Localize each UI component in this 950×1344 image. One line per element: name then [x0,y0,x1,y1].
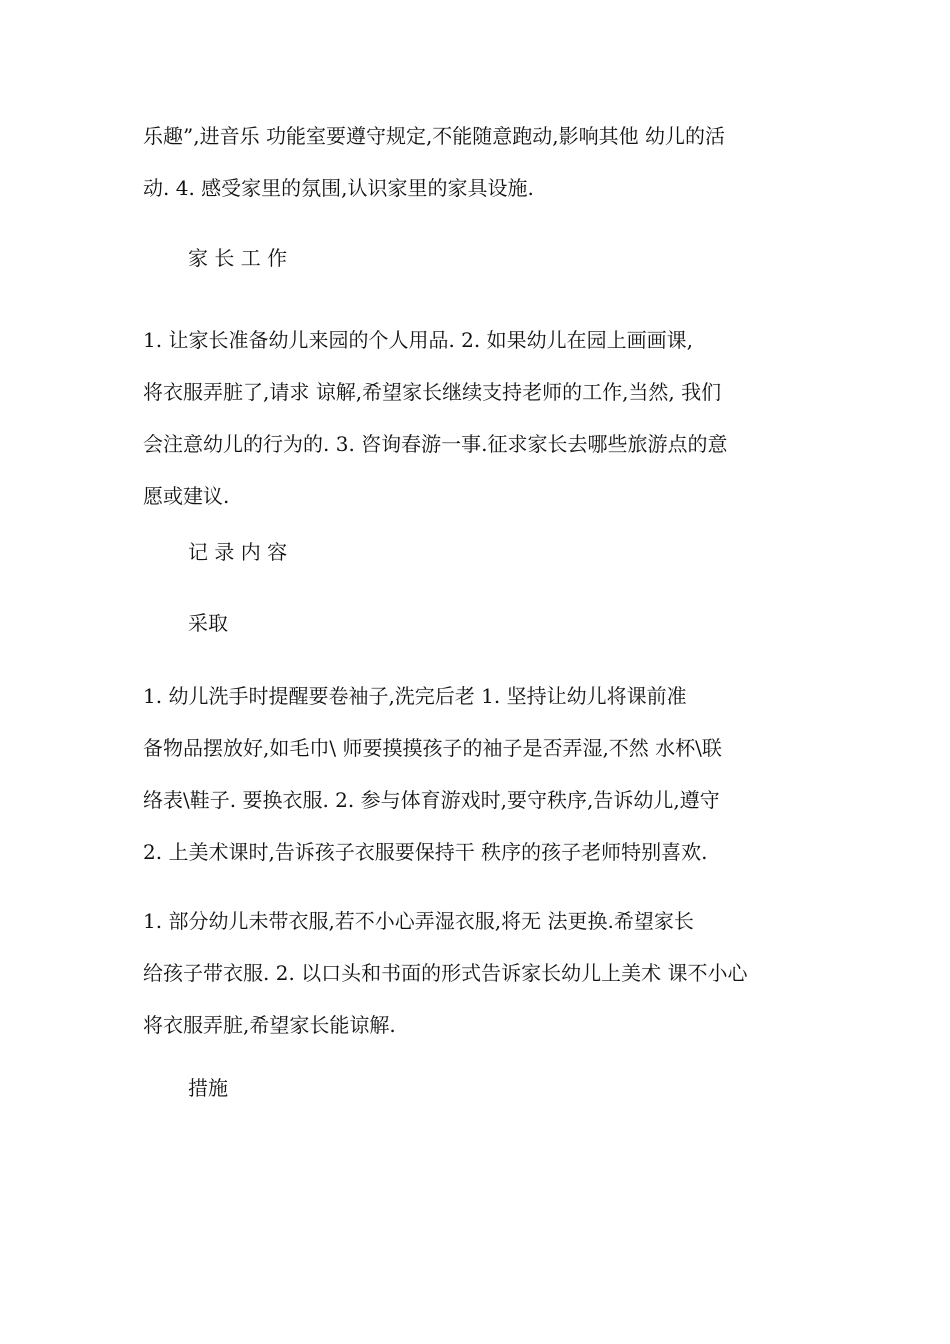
paragraph-clothes [143,895,815,1051]
paragraph-intro [143,110,815,214]
heading-record-content: 记 录 内 容 [188,540,288,564]
text-line: 2. 上美术课时,告诉孩子衣服要保持干 秩序的孩子老师特别喜欢. [143,840,708,864]
text-line: 将衣服弄脏了,请求 谅解,希望家长继续支持老师的工作,当然, 我们 [143,380,722,404]
heading-adopt: 采取 [188,611,228,635]
text-line: 乐趣”,进音乐 功能室要遵守规定,不能随意跑动,影响其他 幼儿的活 [143,124,726,148]
paragraph-parent-work [143,314,815,522]
text-line: 将衣服弄脏,希望家长能谅解. [143,1013,396,1037]
text-line: 1. 让家长准备幼儿来园的个人用品. 2. 如果幼儿在园上画画课, [143,328,693,352]
text-line: 1. 部分幼儿未带衣服,若不小心弄湿衣服,将无 法更换.希望家长 [143,909,694,933]
text-line: 动. 4. 感受家里的氛围,认识家里的家具设施. [143,176,534,200]
text-line: 1. 幼儿洗手时提醒要卷袖子,洗完后老 1. 坚持让幼儿将课前准 [143,684,687,708]
text-line: 给孩子带衣服. 2. 以口头和书面的形式告诉家长幼儿上美术 课不小心 [143,961,748,985]
text-line: 备物品摆放好,如毛巾\ 师要摸摸孩子的袖子是否弄湿,不然 水杯\联 [143,736,722,760]
text-line: 络表\鞋子. 要换衣服. 2. 参与体育游戏时,要守秩序,告诉幼儿,遵守 [143,788,720,812]
heading-measures: 措施 [188,1076,228,1100]
heading-parent-work: 家 长 工 作 [188,246,288,270]
paragraph-adopt [143,670,815,878]
text-line: 愿或建议. [143,484,230,508]
text-line: 会注意幼儿的行为的. 3. 咨询春游一事.征求家长去哪些旅游点的意 [143,432,728,456]
